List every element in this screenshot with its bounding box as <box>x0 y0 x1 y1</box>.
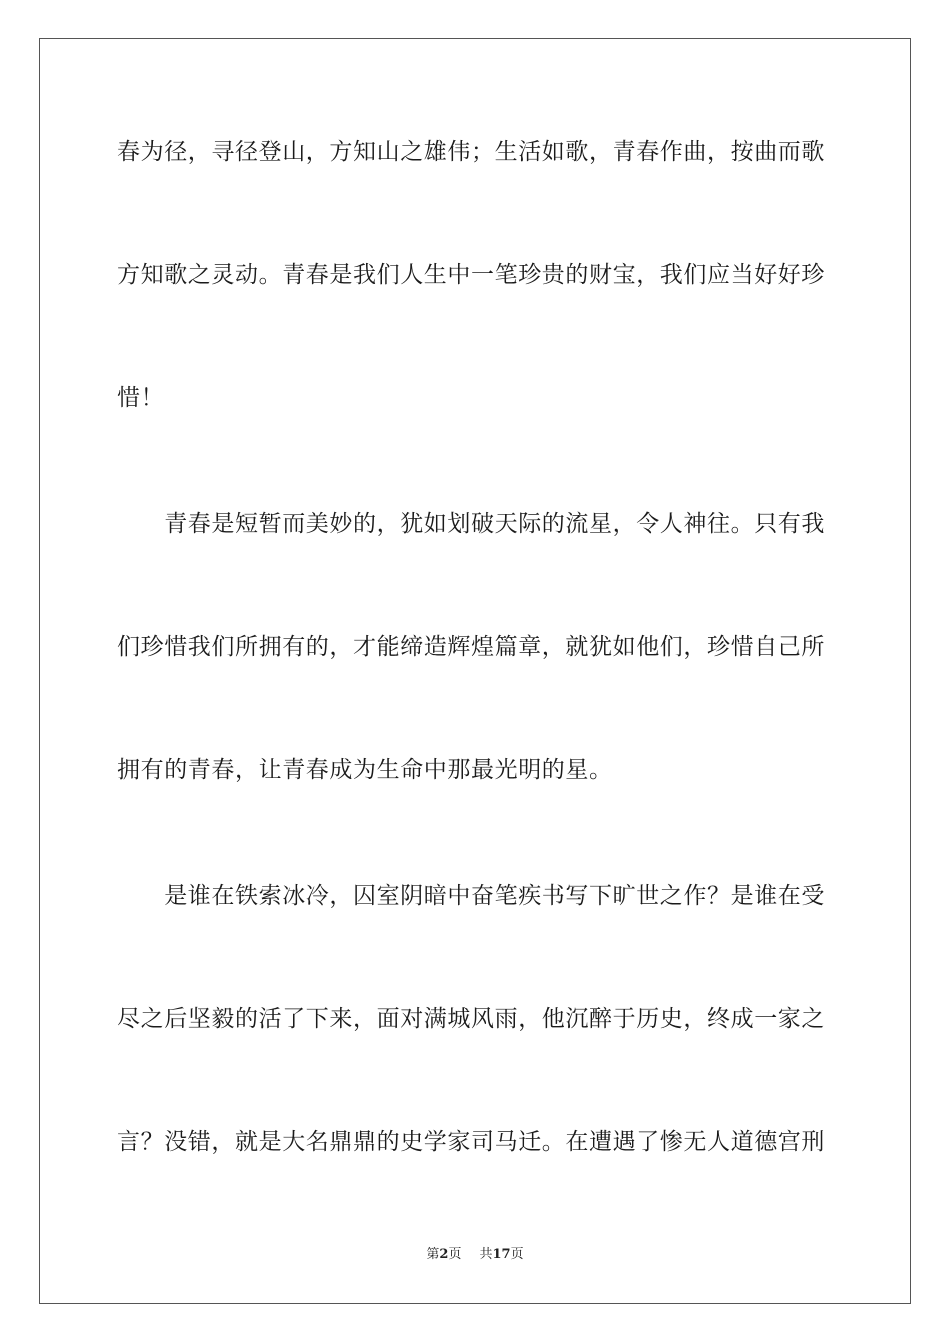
text-line: 拥有的青春，让青春成为生命中那最光明的星。 <box>117 757 613 783</box>
page-prefix: 第 <box>426 1247 440 1262</box>
text-line: 惜！ <box>117 385 165 411</box>
text-line: 是谁在铁索冰冷，囚室阴暗中奋笔疾书写下旷世之作？是谁在受 <box>117 883 825 909</box>
text-line: 青春是短暂而美妙的，犹如划破天际的流星，令人神往。只有我 <box>117 511 825 537</box>
page-suffix: 页 <box>448 1247 462 1262</box>
page-footer <box>0 1246 950 1264</box>
page-number: 2 <box>439 1247 449 1262</box>
text-line: 方知歌之灵动。青春是我们人生中一笔珍贵的财宝，我们应当好好珍 <box>117 262 825 288</box>
text-line: 春为径，寻径登山，方知山之雄伟；生活如歌，青春作曲，按曲而歌 <box>117 139 825 165</box>
total-prefix: 共 <box>479 1247 493 1262</box>
text-line: 言？没错，就是大名鼎鼎的史学家司马迁。在遭遇了惨无人道德宫刑 <box>117 1129 825 1155</box>
page-border <box>39 38 911 1304</box>
text-line: 们珍惜我们所拥有的，才能缔造辉煌篇章，就犹如他们，珍惜自己所 <box>117 634 825 660</box>
total-suffix: 页 <box>510 1247 524 1262</box>
total-pages: 17 <box>492 1247 511 1262</box>
text-line: 尽之后坚毅的活了下来，面对满城风雨，他沉醉于历史，终成一家之 <box>117 1006 825 1032</box>
